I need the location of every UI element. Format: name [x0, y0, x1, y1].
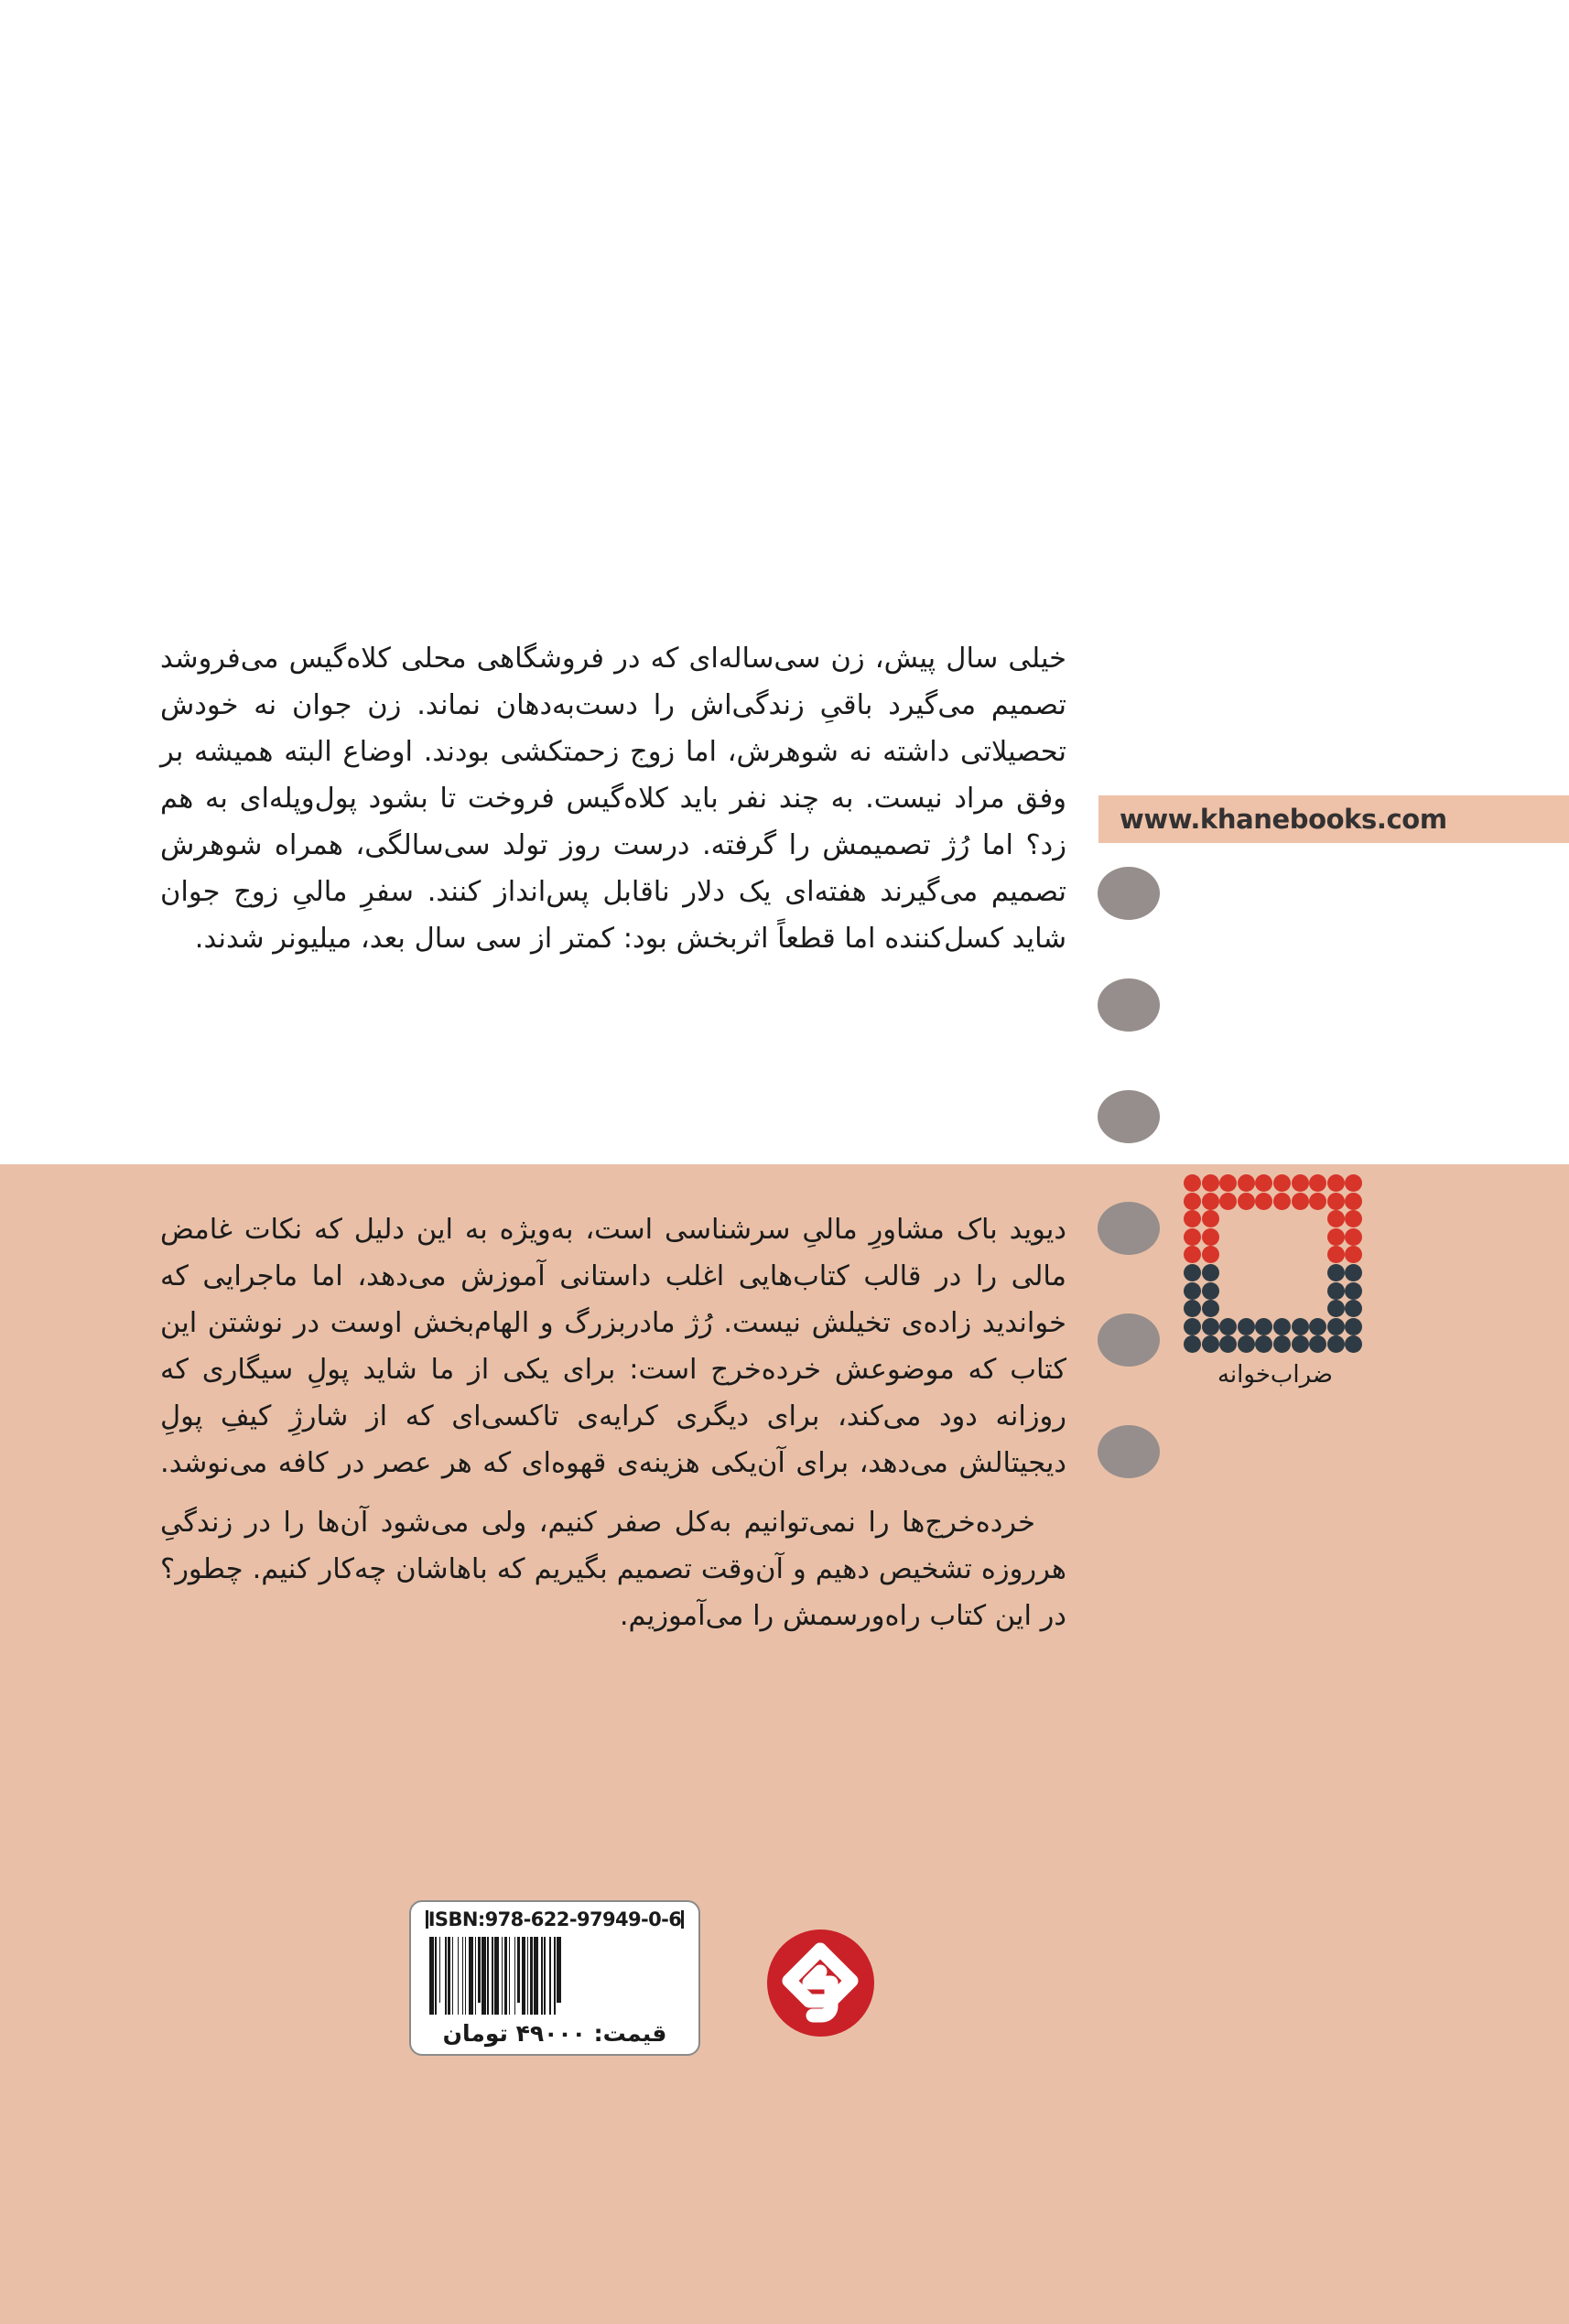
- publisher-logo-dot: [1345, 1318, 1362, 1335]
- website-url-strip: [1098, 795, 1569, 843]
- publisher-logo-dot: [1238, 1174, 1255, 1192]
- barcode-edge-bar-right: [681, 1910, 684, 1929]
- publisher-logo-icon: [1184, 1174, 1365, 1350]
- publisher-logo-dot: [1327, 1174, 1345, 1192]
- publisher-logo-dot: [1184, 1318, 1201, 1335]
- publisher-logo-dot: [1345, 1300, 1362, 1317]
- publisher-logo-dot: [1184, 1264, 1201, 1281]
- decorative-dot: [1098, 978, 1160, 1032]
- publisher-logo-dot: [1327, 1300, 1345, 1317]
- publisher-logo-dot: [1345, 1210, 1362, 1227]
- publisher-logo-dot: [1238, 1318, 1255, 1335]
- publisher-logo-dot: [1184, 1193, 1201, 1210]
- publisher-logo-dot: [1184, 1210, 1201, 1227]
- publisher-logo-dot: [1202, 1193, 1219, 1210]
- price-text: قیمت: ۴۹۰۰۰ تومان: [442, 2020, 667, 2047]
- barcode-bar: [561, 1937, 563, 2015]
- publisher-logo-dot: [1327, 1318, 1345, 1335]
- publisher-logo-dot: [1345, 1246, 1362, 1263]
- khanebooks-logo-icon: [767, 1929, 874, 2037]
- decorative-dot: [1098, 1090, 1160, 1143]
- publisher-logo-dot: [1327, 1193, 1345, 1210]
- publisher-logo-dot: [1202, 1228, 1219, 1246]
- publisher-logo-dot: [1327, 1246, 1345, 1263]
- decorative-dot: [1098, 1313, 1160, 1367]
- house-arrow-glyph: [767, 1929, 874, 2037]
- publisher-logo-dot: [1309, 1318, 1326, 1335]
- isbn-text: [411, 1908, 698, 1930]
- publisher-logo-dot: [1309, 1174, 1326, 1192]
- publisher-logo-dot: [1202, 1210, 1219, 1227]
- barcode-label: [409, 1900, 700, 2056]
- publisher-logo-dot: [1202, 1318, 1219, 1335]
- blurb-bottom-paragraph: دیوید باک مشاورِ مالیِ سرشناسی است، به‌ویژه به این دلیل که نکات غامض مالی را در قالب کتاب‌هایی اغلب داستانی آموزش می‌دهد، اما ماجرایی که خواندید زاده‌ی تخیلش نیست. رُژ مادربزرگ و الهام‌بخش اوست در نوشتن این کتاب که موضوعش خرده‌خرج است: برای یکی از ما شاید پولِ سیگاری که روزانه دود می‌کند، برای دیگری کرایه‌ی تاکسی‌ای که از شارژِ کیفِ پولِ دیجیتالش می‌دهد، برای آن‌یکی هزینه‌ی قهوه‌ای که هر عصر در کافه می‌نوشد.: [160, 1214, 1066, 1479]
- publisher-logo-dot: [1202, 1335, 1219, 1353]
- publisher-logo-dot-grid: [1184, 1174, 1365, 1350]
- publisher-logo-dot: [1292, 1318, 1309, 1335]
- publisher-logo-dot: [1327, 1282, 1345, 1300]
- publisher-logo-dot: [1345, 1228, 1362, 1246]
- publisher-logo-dot: [1345, 1282, 1362, 1300]
- publisher-logo-dot: [1184, 1282, 1201, 1300]
- publisher-logo-dot: [1273, 1318, 1291, 1335]
- isbn-value: ISBN:978-622-97949-0-6: [427, 1908, 682, 1930]
- website-url-text: www.khanebooks.com: [1120, 804, 1447, 835]
- publisher-logo-dot: [1327, 1210, 1345, 1227]
- barcode-bars: [429, 1937, 682, 2015]
- publisher-logo-dot: [1184, 1228, 1201, 1246]
- blurb-bottom-paragraph: خرده‌خرج‌ها را نمی‌توانیم به‌کل صفر کنیم، ولی می‌شود آن‌ها را در زندگیِ هرروزه تشخیص دهیم و آن‌وقت تصمیم بگیریم که باهاشان چه‌کار کنیم. چطور؟ در این کتاب راه‌ورسمش را می‌آموزیم.: [160, 1507, 1066, 1632]
- publisher-logo-dot: [1184, 1174, 1201, 1192]
- publisher-logo-dot: [1238, 1193, 1255, 1210]
- publisher-logo-dot: [1202, 1246, 1219, 1263]
- blurb-top-paragraph: خیلی سال پیش، زن سی‌ساله‌ای که در فروشگاهی محلی کلاه‌گیس می‌فروشد تصمیم می‌گیرد باقیِ زندگی‌اش را دست‌به‌دهان نماند. زن جوان نه خودش تحصیلاتی داشته نه شوهرش، اما زوج زحمتکشی بودند. اوضاع البته همیشه بر وفق مراد نیست. به چند نفر باید کلاه‌گیس فروخت تا بشود پول‌وپله‌ای به هم زد؟ اما رُژ تصمیمش را گرفته. درست روز تولد سی‌سالگی، همراه شوهرش تصمیم می‌گیرند هفته‌ای یک دلار ناقابل پس‌انداز کنند. سفرِ مالیِ زوج جوان شاید کسل‌کننده اما قطعاً اثربخش بود: کمتر از سی سال بعد، میلیونر شدند.: [160, 643, 1066, 955]
- publisher-logo-dot: [1327, 1264, 1345, 1281]
- blurb-bottom: [160, 1206, 1066, 1639]
- publisher-logo-dot: [1292, 1193, 1309, 1210]
- publisher-logo-dot: [1202, 1300, 1219, 1317]
- publisher-logo-dot: [1219, 1193, 1237, 1210]
- publisher-logo-dot: [1309, 1193, 1326, 1210]
- publisher-logo-dot: [1292, 1335, 1309, 1353]
- publisher-logo-dot: [1184, 1246, 1201, 1263]
- decorative-dot: [1098, 867, 1160, 920]
- publisher-logo-dot: [1202, 1282, 1219, 1300]
- publisher-logo-dot: [1292, 1174, 1309, 1192]
- publisher-logo-dot: [1273, 1174, 1291, 1192]
- publisher-logo-dot: [1202, 1264, 1219, 1281]
- publisher-logo-dot: [1345, 1193, 1362, 1210]
- publisher-logo-dot: [1327, 1228, 1345, 1246]
- blurb-top: [160, 635, 1066, 962]
- publisher-logo-dot: [1345, 1264, 1362, 1281]
- publisher-logo-dot: [1345, 1174, 1362, 1192]
- publisher-logo-dot: [1219, 1318, 1237, 1335]
- publisher-logo-dot: [1184, 1300, 1201, 1317]
- publisher-logo-dot: [1202, 1174, 1219, 1192]
- publisher-logo-dot: [1255, 1174, 1272, 1192]
- decorative-dot: [1098, 1202, 1160, 1255]
- publisher-logo-dot: [1255, 1193, 1272, 1210]
- publisher-name: ضراب‌خوانه: [1217, 1361, 1334, 1389]
- publisher-logo-dot: [1255, 1318, 1272, 1335]
- decorative-dot: [1098, 1425, 1160, 1478]
- publisher-logo-dot: [1219, 1174, 1237, 1192]
- publisher-logo-dot: [1273, 1193, 1291, 1210]
